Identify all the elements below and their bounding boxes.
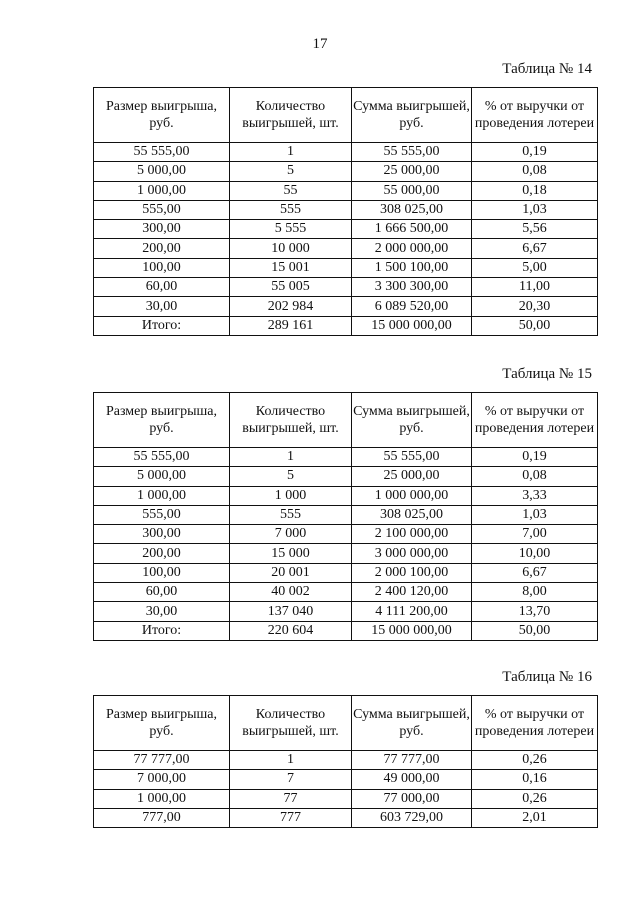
table-title: Таблица № 16 bbox=[502, 669, 592, 685]
table-cell: 6 089 520,00 bbox=[352, 297, 472, 316]
table-cell: 202 984 bbox=[230, 297, 352, 316]
table-cell: 20 001 bbox=[230, 563, 352, 582]
table-cell: 777,00 bbox=[94, 808, 230, 827]
table-cell: 40 002 bbox=[230, 583, 352, 602]
table-cell: 6,67 bbox=[472, 563, 598, 582]
table-cell: 60,00 bbox=[94, 583, 230, 602]
table-cell: 55 000,00 bbox=[352, 181, 472, 200]
table-cell: 308 025,00 bbox=[352, 200, 472, 219]
table-cell: 300,00 bbox=[94, 220, 230, 239]
table-cell: 4 111 200,00 bbox=[352, 602, 472, 621]
table-cell: 0,26 bbox=[472, 789, 598, 808]
table-cell: 100,00 bbox=[94, 258, 230, 277]
table-cell: 2,01 bbox=[472, 808, 598, 827]
table-cell: 7 bbox=[230, 770, 352, 789]
table-cell: 5,00 bbox=[472, 258, 598, 277]
table-row bbox=[94, 278, 598, 297]
table-cell: 55 555,00 bbox=[352, 143, 472, 162]
table-cell: 77 777,00 bbox=[94, 751, 230, 770]
column-header: % от выручки от проведения лотереи bbox=[472, 88, 598, 143]
table-cell: 55 bbox=[230, 181, 352, 200]
table-cell: 30,00 bbox=[94, 602, 230, 621]
column-header: Сумма выигрышей, руб. bbox=[352, 393, 472, 448]
table-cell: 5 000,00 bbox=[94, 467, 230, 486]
table-cell: 555,00 bbox=[94, 200, 230, 219]
prize-table bbox=[93, 87, 598, 336]
table-cell: 10 000 bbox=[230, 239, 352, 258]
table-cell: 555 bbox=[230, 200, 352, 219]
table-cell: 1 000,00 bbox=[94, 181, 230, 200]
table-cell: 7,00 bbox=[472, 525, 598, 544]
table-row bbox=[94, 448, 598, 467]
table-cell: Итого: bbox=[94, 316, 230, 335]
column-header: Количество выигрышей, шт. bbox=[230, 393, 352, 448]
table-row bbox=[94, 258, 598, 277]
table-cell: 10,00 bbox=[472, 544, 598, 563]
table-row bbox=[94, 220, 598, 239]
table-cell: 2 400 120,00 bbox=[352, 583, 472, 602]
table-cell: 0,08 bbox=[472, 162, 598, 181]
table-cell: 5 000,00 bbox=[94, 162, 230, 181]
header-row bbox=[94, 696, 598, 751]
table-cell: 1 bbox=[230, 751, 352, 770]
header-row bbox=[94, 393, 598, 448]
column-header: Сумма выигрышей, руб. bbox=[352, 88, 472, 143]
table-cell: 308 025,00 bbox=[352, 505, 472, 524]
column-header: % от выручки от проведения лотереи bbox=[472, 393, 598, 448]
table-cell: 1 000,00 bbox=[94, 789, 230, 808]
table-cell: 1 000 000,00 bbox=[352, 486, 472, 505]
table-cell: 5 bbox=[230, 467, 352, 486]
table-cell: 200,00 bbox=[94, 239, 230, 258]
page-number: 17 bbox=[312, 36, 328, 52]
header-row bbox=[94, 88, 598, 143]
table-cell: 77 bbox=[230, 789, 352, 808]
table-row bbox=[94, 467, 598, 486]
table-cell: 0,19 bbox=[472, 143, 598, 162]
table-cell: 13,70 bbox=[472, 602, 598, 621]
table-cell: 55 555,00 bbox=[94, 143, 230, 162]
table-cell: 1 bbox=[230, 143, 352, 162]
table-row bbox=[94, 505, 598, 524]
table-cell: 50,00 bbox=[472, 621, 598, 640]
table-cell: 0,19 bbox=[472, 448, 598, 467]
table-cell: 25 000,00 bbox=[352, 467, 472, 486]
table-cell: 5 555 bbox=[230, 220, 352, 239]
table-cell: 6,67 bbox=[472, 239, 598, 258]
table-cell: 0,26 bbox=[472, 751, 598, 770]
table-cell: Итого: bbox=[94, 621, 230, 640]
table-cell: 603 729,00 bbox=[352, 808, 472, 827]
table-cell: 1 000,00 bbox=[94, 486, 230, 505]
table-cell: 7 000,00 bbox=[94, 770, 230, 789]
table-cell: 555,00 bbox=[94, 505, 230, 524]
table-cell: 8,00 bbox=[472, 583, 598, 602]
table-cell: 555 bbox=[230, 505, 352, 524]
table-row bbox=[94, 525, 598, 544]
table-row bbox=[94, 162, 598, 181]
table-cell: 1 500 100,00 bbox=[352, 258, 472, 277]
table-cell: 5 bbox=[230, 162, 352, 181]
table-cell: 1 666 500,00 bbox=[352, 220, 472, 239]
table-cell: 15 000 000,00 bbox=[352, 621, 472, 640]
column-header: Размер выигрыша, руб. bbox=[94, 393, 230, 448]
table-cell: 777 bbox=[230, 808, 352, 827]
table-row bbox=[94, 200, 598, 219]
table-cell: 55 555,00 bbox=[94, 448, 230, 467]
table-cell: 49 000,00 bbox=[352, 770, 472, 789]
table-cell: 1 000 bbox=[230, 486, 352, 505]
table-cell: 15 000 bbox=[230, 544, 352, 563]
column-header: % от выручки от проведения лотереи bbox=[472, 696, 598, 751]
table-row bbox=[94, 602, 598, 621]
table-cell: 15 001 bbox=[230, 258, 352, 277]
table-cell: 25 000,00 bbox=[352, 162, 472, 181]
table-cell: 55 005 bbox=[230, 278, 352, 297]
table-cell: 289 161 bbox=[230, 316, 352, 335]
table-cell: 20,30 bbox=[472, 297, 598, 316]
table-row bbox=[94, 770, 598, 789]
table-cell: 300,00 bbox=[94, 525, 230, 544]
table-row bbox=[94, 181, 598, 200]
column-header: Размер выигрыша, руб. bbox=[94, 88, 230, 143]
table-cell: 220 604 bbox=[230, 621, 352, 640]
table-row bbox=[94, 808, 598, 827]
prize-table bbox=[93, 695, 598, 828]
table-cell: 137 040 bbox=[230, 602, 352, 621]
table-cell: 0,08 bbox=[472, 467, 598, 486]
table-cell: 1,03 bbox=[472, 200, 598, 219]
table-row bbox=[94, 789, 598, 808]
table-row bbox=[94, 297, 598, 316]
table-cell: 2 100 000,00 bbox=[352, 525, 472, 544]
table-cell: 50,00 bbox=[472, 316, 598, 335]
total-row bbox=[94, 621, 598, 640]
table-cell: 0,16 bbox=[472, 770, 598, 789]
table-row bbox=[94, 751, 598, 770]
table-cell: 2 000 000,00 bbox=[352, 239, 472, 258]
column-header: Количество выигрышей, шт. bbox=[230, 696, 352, 751]
table-row bbox=[94, 544, 598, 563]
table-cell: 200,00 bbox=[94, 544, 230, 563]
table-cell: 3 000 000,00 bbox=[352, 544, 472, 563]
table-cell: 15 000 000,00 bbox=[352, 316, 472, 335]
table-cell: 5,56 bbox=[472, 220, 598, 239]
table-cell: 2 000 100,00 bbox=[352, 563, 472, 582]
table-cell: 3 300 300,00 bbox=[352, 278, 472, 297]
table-row bbox=[94, 143, 598, 162]
table-cell: 60,00 bbox=[94, 278, 230, 297]
prize-table bbox=[93, 392, 598, 641]
table-cell: 30,00 bbox=[94, 297, 230, 316]
table-row bbox=[94, 239, 598, 258]
table-row bbox=[94, 563, 598, 582]
column-header: Количество выигрышей, шт. bbox=[230, 88, 352, 143]
table-row bbox=[94, 583, 598, 602]
table-cell: 77 000,00 bbox=[352, 789, 472, 808]
table-row bbox=[94, 486, 598, 505]
column-header: Размер выигрыша, руб. bbox=[94, 696, 230, 751]
table-cell: 3,33 bbox=[472, 486, 598, 505]
table-cell: 7 000 bbox=[230, 525, 352, 544]
table-title: Таблица № 15 bbox=[502, 366, 592, 382]
table-title: Таблица № 14 bbox=[502, 61, 592, 77]
table-cell: 1 bbox=[230, 448, 352, 467]
column-header: Сумма выигрышей, руб. bbox=[352, 696, 472, 751]
total-row bbox=[94, 316, 598, 335]
table-cell: 11,00 bbox=[472, 278, 598, 297]
table-cell: 55 555,00 bbox=[352, 448, 472, 467]
table-cell: 1,03 bbox=[472, 505, 598, 524]
table-cell: 100,00 bbox=[94, 563, 230, 582]
table-cell: 77 777,00 bbox=[352, 751, 472, 770]
table-cell: 0,18 bbox=[472, 181, 598, 200]
